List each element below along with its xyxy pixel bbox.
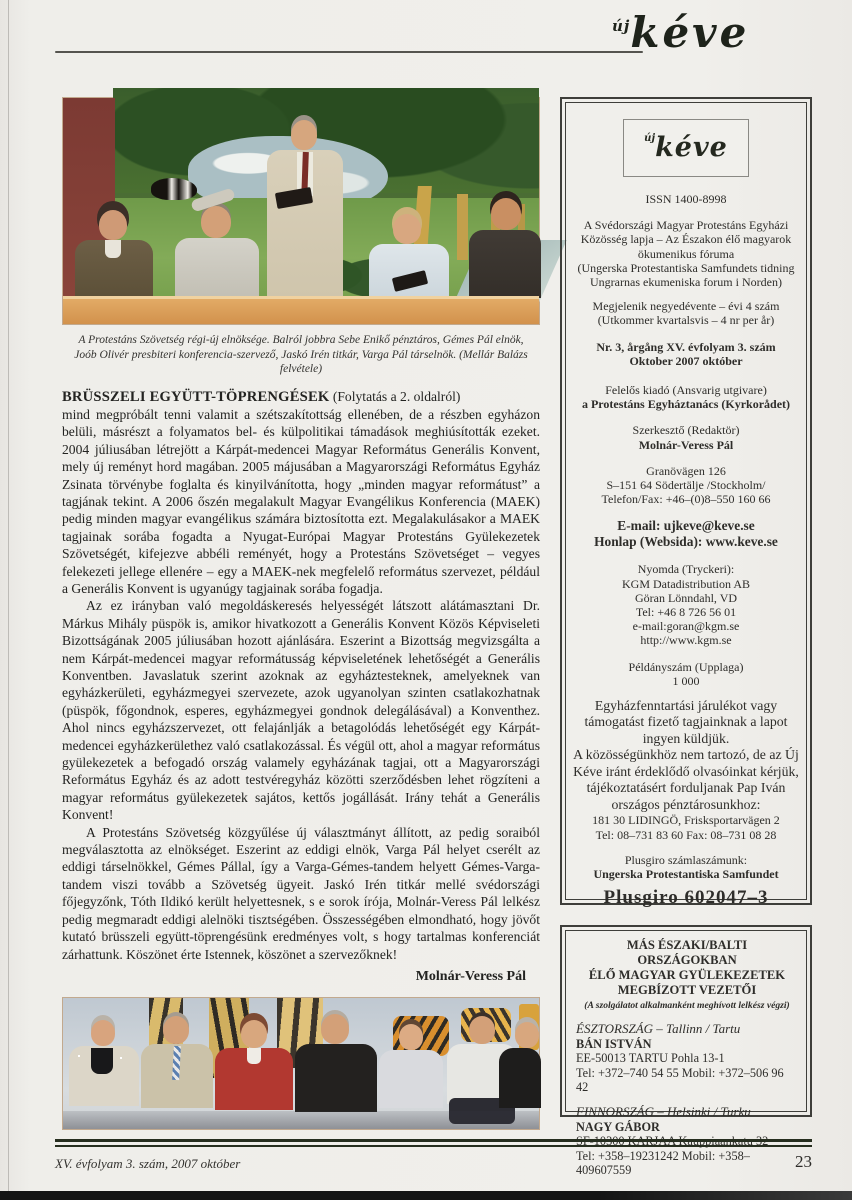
keve-logo-main: kéve <box>655 131 728 163</box>
contacts-title-line: MÁS ÉSZAKI/BALTI ORSZÁGOKBAN <box>626 938 748 967</box>
article-signature: Molnár-Veress Pál <box>415 968 526 984</box>
person-collar <box>105 240 121 258</box>
footer <box>55 1152 812 1172</box>
contacts-subtitle: (A szolgálatot alkalmanként meghívott lelkész végzi) <box>584 1000 790 1011</box>
article-paragraph: mind megpróbált tenni valamit a szétszakítottság ellenében, de a részben egyházon belüli, másrészt a folyamatos bel- és külpolitikai támadások meghiúsították ezeket. 2004 júliusában létrejött a Kárpát-medencei Magyar Református Generális Konvent, mely új reményt hord magában. 2005 májusában a Magyarországi Református Egyház Zsinata törvénybe foglalta és kinyilvánította, hogy „minden magyar reformátust” a tagjának tekint. A 2006 őszén megalakult Magyar Evangélikus Konferencia (MAEK) pedig minden magyar evangélikus számára biztosította ezt. Megalakulásakor a MAEK tagjainak sorába fogadta a Nyugat-Európai Magyar Protestáns Gyülekezetek Szövetségét, kifejezve abbéli reményét, hogy a Protestáns Szövetséget – vegyes felekezeti jellege ellenére – egy a MAEK-nek megfelelő református szervezet, például a Generális Konvent is ugyanúgy tagjainak sorába fogadja. <box>62 406 540 596</box>
description-hu: A Svédországi Magyar Protestáns Egyházi Közösség lapja – Az Északon élő magyarok ökumenikus fóruma <box>580 218 792 261</box>
contact-entry <box>576 1022 798 1095</box>
article-paragraph: Az ez irányban való megoldáskeresés helyességét látszott alátámasztani Dr. Márkus Mihály püspök is, amikor hivatkozott a Generális Konvent Közös Képviseleti Bizottságának 2005 júliusában hozott ajánlására. Eszerint a Bizottság megvizsgálta a nem Kárpát-medencei magyar reformátusság képviseletének lehetőségét a Generális Konventben. Javaslatuk szerint azoknak az egyháztesteknek, amelyeknek van egyházkerületi, egyházmegyei szervezete, azok ugyanolyan szinten csatlakozhatnak (püspök, főgondnok, esperes, egyházmegyei gondnok delegálásával) a Konventhez. Ahol nincs egyházszervezet, ott felajánlják a betagolódás lehetőségét egy Kárpát-medencei egyházkerülethez való csatlakozással. És végül ott, ahol a magyar református gyülekezetek a befogadó ország valamely egyházának tagjai, ott a Magyarországi Református Egyház és az adott testvéregyház közötti szerződésben lehet rögzíteni a magyar református gyülekezetek sajátos, kettős jogállását. Irány tehát a Generális Konvent! <box>62 598 540 823</box>
editor-name: Molnár-Veress Pál <box>638 437 734 452</box>
subscription-notice: Egyházfenntartási járulékot vagy támogatást fizető tagjainknak a lapot ingyen küldjük. <box>584 698 788 746</box>
article-heading-line <box>62 388 540 406</box>
floor-shadow <box>63 1111 539 1129</box>
keve-logo-prefix: új <box>644 132 656 144</box>
address-city: S–151 64 Södertälje /Stockholm/ <box>606 478 766 493</box>
contact-phone: Tel: +358–19231242 Mobil: +358–409607559 <box>576 1148 750 1178</box>
printer-tel: Tel: +46 8 726 56 01 <box>635 605 737 620</box>
table <box>63 296 539 324</box>
frequency-sv: (Utkommer kvartalsvis – 4 nr per år) <box>597 313 775 328</box>
person-head <box>321 1014 349 1044</box>
photo-caption: A Protestáns Szövetség régi-új elnöksége. Balról jobbra Sebe Enikő pénztáros, Gémes Pál elnök, Joób Olivér presbiteri konferencia-szervező, Jaskó Irén titkár, Varga Pál társelnök. (Mellár Balázs felvétele) <box>74 334 528 375</box>
printer-email: e-mail:goran@kgm.se <box>632 619 740 634</box>
person-head <box>469 1016 495 1044</box>
contact-name: NAGY GÁBOR <box>576 1119 660 1134</box>
page-number: 23 <box>795 1152 812 1171</box>
person-head <box>91 1020 115 1046</box>
contacts-title-line: MEGBÍZOTT VEZETŐI <box>617 983 757 997</box>
printer-web: http://www.kgm.se <box>640 633 732 648</box>
issue-number: Nr. 3, årgång XV. évfolyam 3. szám <box>596 339 776 354</box>
person-body <box>469 230 541 298</box>
frequency-hu: Megjelenik negyedévente – évi 4 szám <box>592 299 780 314</box>
person-head <box>99 210 127 240</box>
keve-logo <box>623 119 749 177</box>
contact-address: EE-50013 TARTU Pohla 13-1 <box>576 1051 725 1066</box>
sidebar-column <box>560 97 812 1178</box>
contact-phone: Tel: +372–740 54 55 Mobil: +372–506 96 42 <box>576 1065 784 1095</box>
giro-label: Plusgiro számlaszámunk: <box>624 852 748 867</box>
article-heading-suffix: (Folytatás a 2. oldalról) <box>329 388 461 404</box>
person-body <box>295 1044 377 1112</box>
contacts-title-line: ÉLŐ MAGYAR GYÜLEKEZETEK <box>588 968 786 982</box>
main-column <box>62 97 540 985</box>
impressum-box <box>560 97 812 909</box>
contacts-box-inner <box>565 930 807 1178</box>
article-paragraph: A Protestáns Szövetség közgyűlése új választmányt állított, az pedig soraiból megválasztotta az elnökséget. Eszerint az eddigi elnök, Varga Pál helyet cserélt az eddigi társelnökkel, Gémes Pállal, így a Varga-Gémes-tandem helyett Gémes-Varga-tandem viszi tovább a Szövetség ügyeit. Jaskó Irén titkár mellé svédországi főjegyzőnk, Tóth Ildikó került helyettesnek, s e sorok írója, Molnár-Veress Pál lelkész pedig megmaradt eddigi alelnöki tisztségében. Összességében elmondható, hogy jövőt kutató brüsszeli együtt-töprengésünk eredményes volt, s hogy tartalmas konferenciát zárhattunk. Köszönet érte Istennek, köszönet a szervezőknek! <box>62 824 540 962</box>
person-body <box>379 1050 443 1108</box>
contact-country: ÉSZTORSZÁG – Tallinn / Tartu <box>576 1021 741 1036</box>
footer-rule <box>55 1139 812 1147</box>
masthead-logo-prefix: új <box>612 17 631 35</box>
person-collar <box>247 1048 261 1064</box>
masthead-logo <box>612 8 812 57</box>
person-body <box>369 244 449 298</box>
address-phone: Telefon/Fax: +46–(0)8–550 160 66 <box>601 492 771 507</box>
issn: ISSN 1400-8998 <box>645 192 727 206</box>
person-head <box>241 1020 267 1048</box>
subscription-notice: A közösségünkhöz nem tartozó, de az Új Kéve iránt érdeklődő olvasóinkat kérjük, tájékoztatásért forduljanak Pap Iván országos pénztárosunkhoz: <box>573 747 799 812</box>
printer-contact: Göran Lönndahl, VD <box>634 590 738 605</box>
contacts-box <box>560 925 812 1178</box>
publisher-name: a Protestáns Egyháztanács (Kyrkorådet) <box>581 397 791 412</box>
impressum-box-inner <box>565 102 807 909</box>
treasurer-address: 181 30 LIDINGÖ, Frisksportarvägen 2 <box>592 812 780 827</box>
email: E-mail: ujkeve@keve.se <box>617 518 755 534</box>
person-head <box>393 214 421 244</box>
mural-cow <box>151 178 197 200</box>
copies-value: 1 000 <box>672 673 700 688</box>
footer-issue-info: XV. évfolyam 3. szám, 2007 október <box>55 1156 241 1171</box>
person-head <box>491 198 521 230</box>
publisher-label: Felelős kiadó (Ansvarig utgivare) <box>605 383 767 398</box>
person-head <box>163 1016 189 1044</box>
issue-date: Oktober 2007 október <box>629 353 743 368</box>
contact-name: BÁN ISTVÁN <box>576 1036 652 1051</box>
giro-name: Ungerska Protestantiska Samfundet <box>593 867 779 882</box>
group-photo <box>62 997 540 1130</box>
printer-label: Nyomda (Tryckeri): <box>637 562 735 577</box>
person-body <box>175 238 259 298</box>
article-heading: BRÜSSZELI EGYÜTT-TÖPRENGÉSEK <box>62 388 330 405</box>
printer-name: KGM Datadistribution AB <box>622 576 750 591</box>
masthead-logo-main: kéve <box>630 8 750 57</box>
treasurer-phone: Tel: 08–731 83 60 Fax: 08–731 08 28 <box>595 827 777 842</box>
header-rule <box>55 51 643 53</box>
conference-photo <box>62 97 540 325</box>
person-head <box>399 1024 423 1050</box>
editor-label: Szerkesztő (Redaktör) <box>632 423 740 438</box>
scan-edge-line <box>8 0 9 1200</box>
giro-number: Plusgiro 602047–3 <box>603 887 769 909</box>
website: Honlap (Websida): www.keve.se <box>594 534 778 550</box>
description-sv: (Ungerska Protestantiska Samfundets tidning Ungrarnas ekumeniska forum i Norden) <box>577 260 795 290</box>
mural-tree-trunk <box>457 194 468 260</box>
person-head <box>515 1022 539 1048</box>
person-head <box>291 120 317 150</box>
person-body <box>499 1048 541 1108</box>
address-street: Granövägen 126 <box>646 463 726 478</box>
article-body <box>62 388 540 986</box>
person-head <box>201 206 231 238</box>
person-top <box>91 1048 113 1074</box>
contact-country: FINNORSZÁG – Helsinki / Turku <box>576 1103 751 1119</box>
copies-label: Példányszám (Upplaga) <box>628 659 744 674</box>
scan-edge-bottom <box>0 1191 852 1200</box>
contact-address: SF-10300 KARJAA Kauppiaankatu 32 <box>576 1134 769 1149</box>
